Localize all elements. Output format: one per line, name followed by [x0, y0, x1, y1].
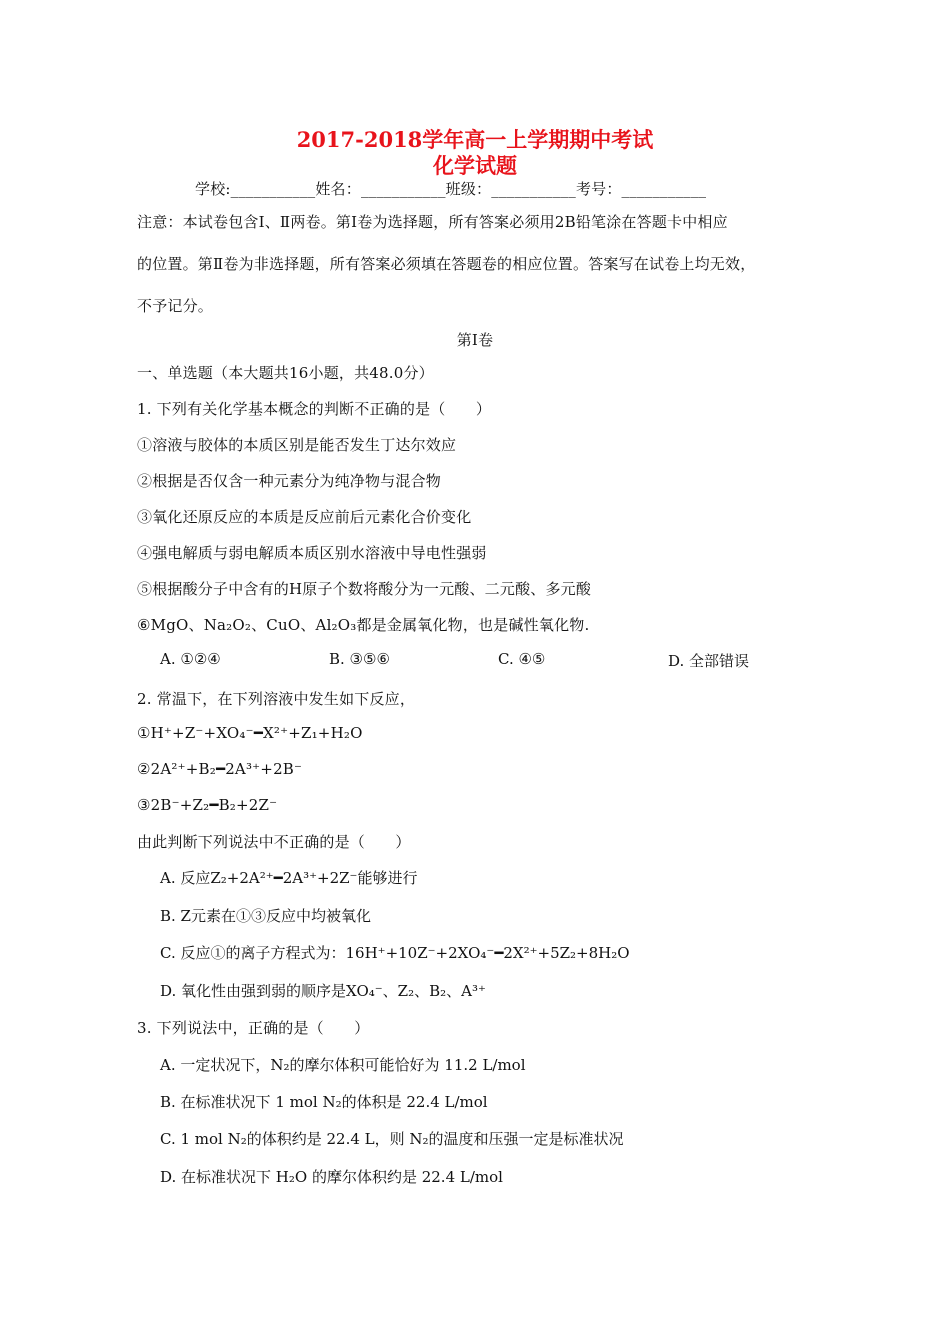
question-3-option-a[interactable]: A. 一定状况下，N₂的摩尔体积可能恰好为 11.2 L/mol [160, 1056, 526, 1074]
notice-line-1: 注意：本试卷包含Ⅰ、Ⅱ两卷。第Ⅰ卷为选择题，所有答案必须用2B铅笔涂在答题卡中相应 [137, 213, 728, 231]
notice-line-2: 的位置。第Ⅱ卷为非选择题，所有答案必须填在答题卷的相应位置。答案写在试卷上均无效， [137, 255, 756, 273]
student-info-line: 学校:___________姓名：___________班级：___________考号：___________ [195, 180, 707, 198]
question-1-stem: 1. 下列有关化学基本概念的判断不正确的是（ ） [137, 400, 492, 418]
question-1-item: ⑤根据酸分子中含有的H原子个数将酸分为一元酸、二元酸、多元酸 [137, 580, 592, 598]
question-2-option-d[interactable]: D. 氧化性由强到弱的顺序是XO₄⁻、Z₂、B₂、A³⁺ [160, 982, 486, 1000]
question-2-reaction: ③2B⁻+Z₂━B₂+2Z⁻ [137, 796, 278, 814]
volume-heading: 第Ⅰ卷 [456, 331, 494, 349]
exam-subtitle: 化学试题 [433, 153, 517, 178]
question-2-option-c[interactable]: C. 反应①的离子方程式为：16H⁺+10Z⁻+2XO₄⁻━2X²⁺+5Z₂+8H₂O [160, 944, 630, 962]
question-2-reaction: ②2A²⁺+B₂━2A³⁺+2B⁻ [137, 760, 303, 778]
question-1-item: ④强电解质与弱电解质本质区别水溶液中导电性强弱 [137, 544, 487, 562]
question-1-option-a[interactable]: A. ①②④ [160, 650, 221, 668]
question-3-option-d[interactable]: D. 在标准状况下 H₂O 的摩尔体积约是 22.4 L/mol [160, 1168, 503, 1186]
notice-line-3: 不予记分。 [137, 297, 214, 315]
question-2-question: 由此判断下列说法中不正确的是（ ） [137, 833, 411, 851]
section-heading: 一、单选题（本大题共16小题，共48.0分） [137, 364, 434, 382]
question-1-option-d[interactable]: D. 全部错误 [668, 652, 750, 670]
question-1-item: ⑥MgO、Na₂O₂、CuO、Al₂O₃都是金属氧化物，也是碱性氧化物. [137, 616, 590, 634]
question-2-stem: 2. 常温下，在下列溶液中发生如下反应， [137, 690, 416, 708]
question-3-stem: 3. 下列说法中，正确的是（ ） [137, 1019, 370, 1037]
question-1-item: ①溶液与胶体的本质区别是能否发生丁达尔效应 [137, 436, 457, 454]
question-3-option-b[interactable]: B. 在标准状况下 1 mol N₂的体积是 22.4 L/mol [160, 1093, 488, 1111]
question-1-item: ②根据是否仅含一种元素分为纯净物与混合物 [137, 472, 442, 490]
question-1-item: ③氧化还原反应的本质是反应前后元素化合价变化 [137, 508, 472, 526]
question-1-option-c[interactable]: C. ④⑤ [498, 650, 546, 668]
question-2-option-a[interactable]: A. 反应Z₂+2A²⁺━2A³⁺+2Z⁻能够进行 [160, 869, 418, 887]
question-3-option-c[interactable]: C. 1 mol N₂的体积约是 22.4 L，则 N₂的温度和压强一定是标准状况 [160, 1130, 624, 1148]
question-2-reaction: ①H⁺+Z⁻+XO₄⁻━X²⁺+Z₁+H₂O [137, 724, 363, 742]
exam-title: 2017-2018学年高一上学期期中考试 [296, 127, 654, 152]
question-1-option-b[interactable]: B. ③⑤⑥ [329, 650, 390, 668]
question-2-option-b[interactable]: B. Z元素在①③反应中均被氧化 [160, 907, 371, 925]
